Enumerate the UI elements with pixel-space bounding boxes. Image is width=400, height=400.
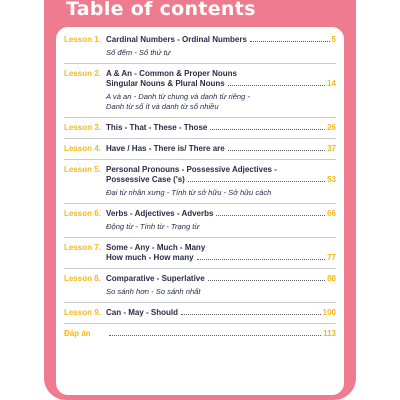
entry-divider [64,268,336,269]
page-number: 14 [327,79,336,88]
toc-line [64,243,336,253]
lesson-label: Lesson 4. [64,144,101,153]
toc-entry[interactable] [64,69,336,112]
lesson-topic: A & An - Common & Proper Nouns [106,69,237,78]
dot-leader [109,334,321,336]
lesson-label: Lesson 1. [64,35,101,44]
lesson-label: Lesson 9. [64,308,101,317]
lesson-label: Lesson 6. [64,209,101,218]
toc-entry[interactable] [64,123,336,133]
entry-divider [64,63,336,64]
page-number: 100 [322,308,336,317]
toc-entry[interactable] [64,308,336,318]
dot-leader [208,279,325,281]
toc-entry[interactable] [64,35,336,58]
lesson-topic: Personal Pronouns - Possessive Adjectives - [106,165,277,174]
page-number: 37 [327,144,336,153]
dot-leader [181,313,321,315]
toc-card [56,27,344,395]
lesson-topic: Verbs - Adjectives - Adverbs [106,209,214,218]
entry-divider [64,323,336,324]
toc-line [64,209,336,219]
toc-line [64,175,336,185]
page-number: 77 [327,253,336,262]
vietnamese-subtitle: So sánh hơn - So sánh nhất [106,287,201,296]
vietnamese-subtitle: Động từ - Tính từ - Trạng từ [106,222,200,231]
page-number: 5 [331,35,336,44]
toc-line [64,123,336,133]
entry-divider [64,117,336,118]
lesson-topic: Have / Has - There is/ There are [106,144,225,153]
entry-divider [64,237,336,238]
lesson-topic: Comparative - Superlative [106,274,205,283]
lesson-label: Lesson 5. [64,165,101,174]
page-number: 53 [327,175,336,184]
lesson-topic: Can - May - Should [106,308,178,317]
dot-leader [216,214,325,216]
dot-leader [188,180,325,182]
book-page [44,0,356,400]
vietnamese-subtitle: Đại từ nhân xưng - Tính từ sở hữu - Sở hữu cách [106,188,272,197]
dot-leader [228,84,325,86]
page-number: 26 [327,123,336,132]
toc-entry[interactable] [64,274,336,297]
toc-entry[interactable] [64,243,336,263]
vietnamese-subtitle: A và an - Danh từ chung và danh từ riêng - [106,92,251,101]
lesson-topic: Some - Any - Much - Many [106,243,206,252]
dot-leader [210,128,325,130]
lesson-label: Lesson 2. [64,69,101,78]
toc-entry[interactable] [64,209,336,232]
lesson-label: Lesson 3. [64,123,101,132]
vietnamese-subtitle: Số đếm - Số thứ tự [106,48,171,57]
vietnamese-subtitle: Danh từ số ít và danh từ số nhiều [106,102,219,111]
toc-line [64,274,336,284]
lesson-topic: Possessive Case ('s) [106,175,185,184]
toc-entry[interactable] [64,165,336,198]
toc-line [64,308,336,318]
page-number: 66 [327,209,336,218]
lesson-topic: This - That - These - Those [106,123,208,132]
entry-divider [64,159,336,160]
entry-divider [64,302,336,303]
toc-line [64,79,336,89]
page-number: 88 [327,274,336,283]
toc-line [64,165,336,175]
lesson-topic: Singular Nouns & Plural Nouns [106,79,225,88]
lesson-label: Lesson 8. [64,274,101,283]
lesson-topic: How much - How many [106,253,194,262]
toc-line [64,253,336,263]
entry-divider [64,138,336,139]
lesson-label: Lesson 7. [64,243,101,252]
toc-line [64,69,336,79]
entry-divider [64,203,336,204]
toc-line [64,329,336,339]
dot-leader [228,149,325,151]
dot-leader [250,40,330,42]
toc-entry[interactable] [64,329,336,339]
toc-line [64,144,336,154]
toc-line [64,35,336,45]
page-title: Table of contents [66,0,256,20]
lesson-topic: Cardinal Numbers - Ordinal Numbers [106,35,247,44]
page-number: 113 [323,329,336,338]
lesson-label: Đáp án [64,329,91,338]
toc-entry[interactable] [64,144,336,154]
dot-leader [197,258,326,260]
